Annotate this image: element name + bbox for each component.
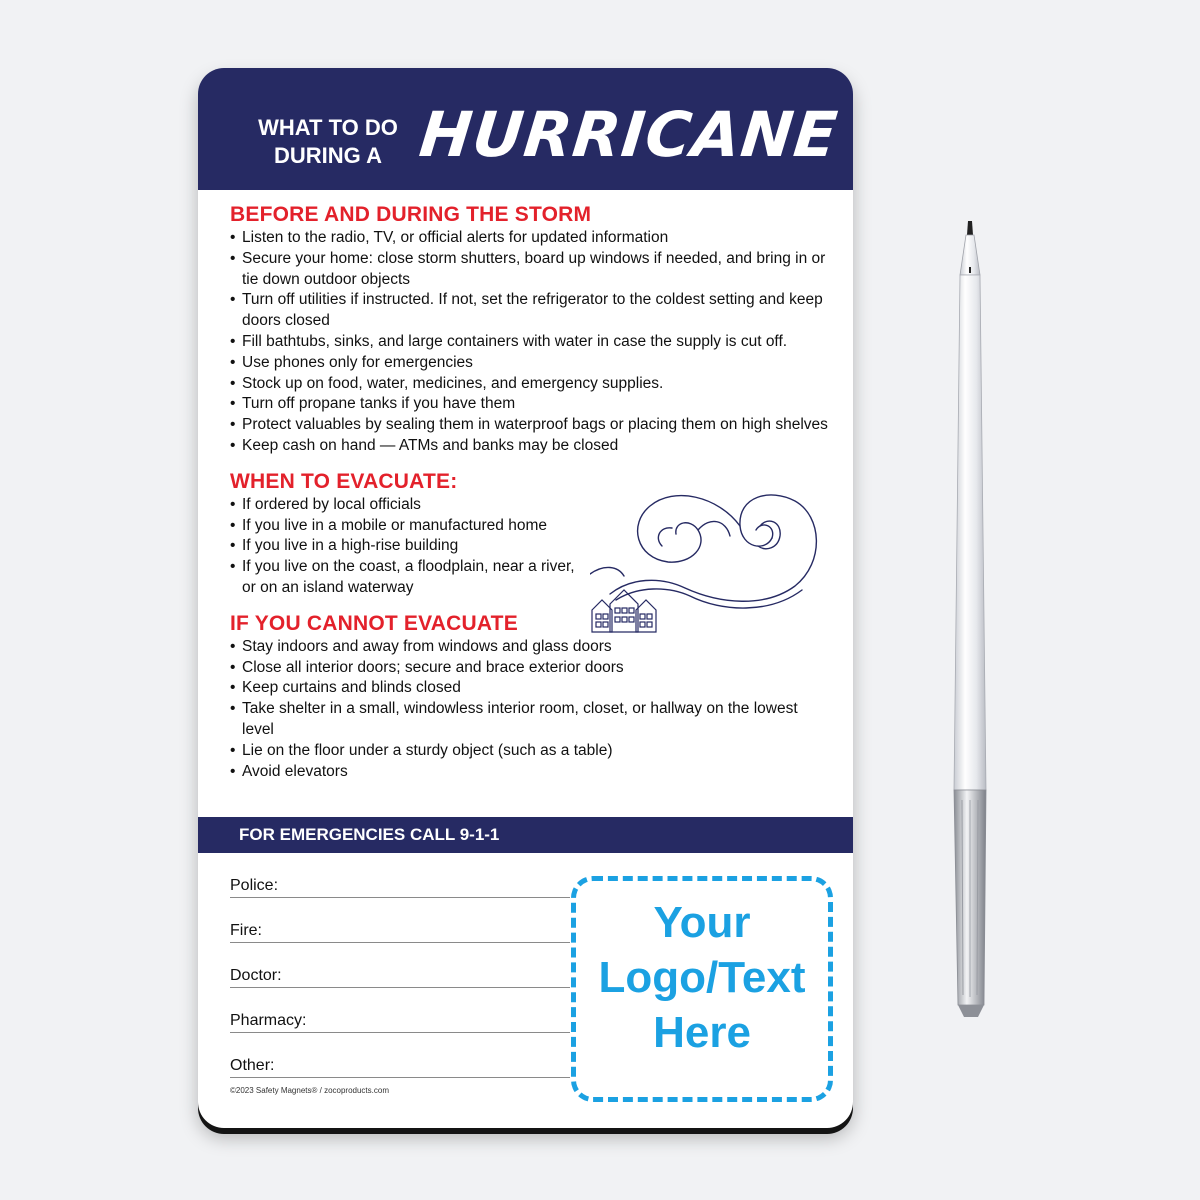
header-title: HURRICANE	[416, 98, 842, 171]
police-field[interactable]	[230, 869, 570, 898]
list-item: • Take shelter in a small, windowless interior room, closet, or hallway on the lowest level	[230, 699, 830, 741]
logo-placeholder-text	[576, 895, 828, 1060]
logo-line-1: Your	[653, 898, 751, 947]
doctor-field[interactable]	[230, 959, 570, 988]
field-label: Fire:	[230, 922, 262, 939]
list-item: • If you live in a mobile or manufactured home	[230, 516, 590, 537]
section-title-cannot-evacuate: IF YOU CANNOT EVACUATE	[230, 611, 518, 635]
pharmacy-field[interactable]	[230, 1004, 570, 1033]
card-header	[198, 68, 853, 190]
field-label: Police:	[230, 877, 279, 894]
list-item: • Fill bathtubs, sinks, and large containers with water in case the supply is cut off.	[230, 332, 830, 353]
list-item: • If ordered by local officials	[230, 495, 590, 516]
list-item: • Keep curtains and blinds closed	[230, 678, 830, 699]
list-item: • Lie on the floor under a sturdy object (such as a table)	[230, 741, 830, 762]
hurricane-swirl-icon	[590, 486, 830, 636]
other-field[interactable]	[230, 1049, 570, 1078]
fire-field[interactable]	[230, 914, 570, 943]
logo-line-3: Here	[653, 1008, 751, 1057]
logo-line-2: Logo/Text	[598, 953, 806, 1002]
list-item: • Stock up on food, water, medicines, and emergency supplies.	[230, 374, 830, 395]
header-line-2: DURING A	[274, 143, 382, 168]
field-label: Pharmacy:	[230, 1012, 307, 1029]
list-item: • Listen to the radio, TV, or official alerts for updated information	[230, 228, 830, 249]
copyright-text: ©2023 Safety Magnets® / zocoproducts.com	[230, 1086, 389, 1095]
logo-placeholder-box	[571, 876, 833, 1102]
field-label: Other:	[230, 1057, 275, 1074]
marker-pen	[940, 215, 1000, 1025]
list-before	[230, 228, 830, 457]
list-item: • Stay indoors and away from windows and glass doors	[230, 637, 830, 658]
section-title-before: BEFORE AND DURING THE STORM	[230, 203, 592, 226]
list-item: • Protect valuables by sealing them in waterproof bags or placing them on high shelves	[230, 415, 830, 436]
list-item: • Keep cash on hand — ATMs and banks may be closed	[230, 436, 830, 457]
list-item: • Turn off propane tanks if you have them	[230, 394, 830, 415]
section-title-evacuate: WHEN TO EVACUATE:	[230, 469, 458, 493]
emergency-banner	[198, 817, 853, 853]
list-evacuate	[230, 495, 590, 599]
list-item: • Avoid elevators	[230, 762, 830, 783]
header-line-1: WHAT TO DO	[258, 115, 398, 140]
list-item: • Close all interior doors; secure and brace exterior doors	[230, 658, 830, 679]
header-subtitle	[253, 114, 403, 170]
list-item: • Secure your home: close storm shutters, board up windows if needed, and bring in or tie down outdoor objects	[230, 249, 830, 291]
hurricane-magnet-card	[198, 68, 853, 1128]
list-item: • Use phones only for emergencies	[230, 353, 830, 374]
list-item: • If you live in a high-rise building	[230, 536, 590, 557]
list-item: • If you live on the coast, a floodplain, near a river, or on an island waterway	[230, 557, 590, 599]
list-item: • Turn off utilities if instructed. If not, set the refrigerator to the coldest setting and keep doors closed	[230, 290, 830, 332]
list-cannot-evacuate	[230, 637, 830, 783]
emergency-banner-text: FOR EMERGENCIES CALL 9-1-1	[239, 825, 500, 844]
field-label: Doctor:	[230, 967, 282, 984]
